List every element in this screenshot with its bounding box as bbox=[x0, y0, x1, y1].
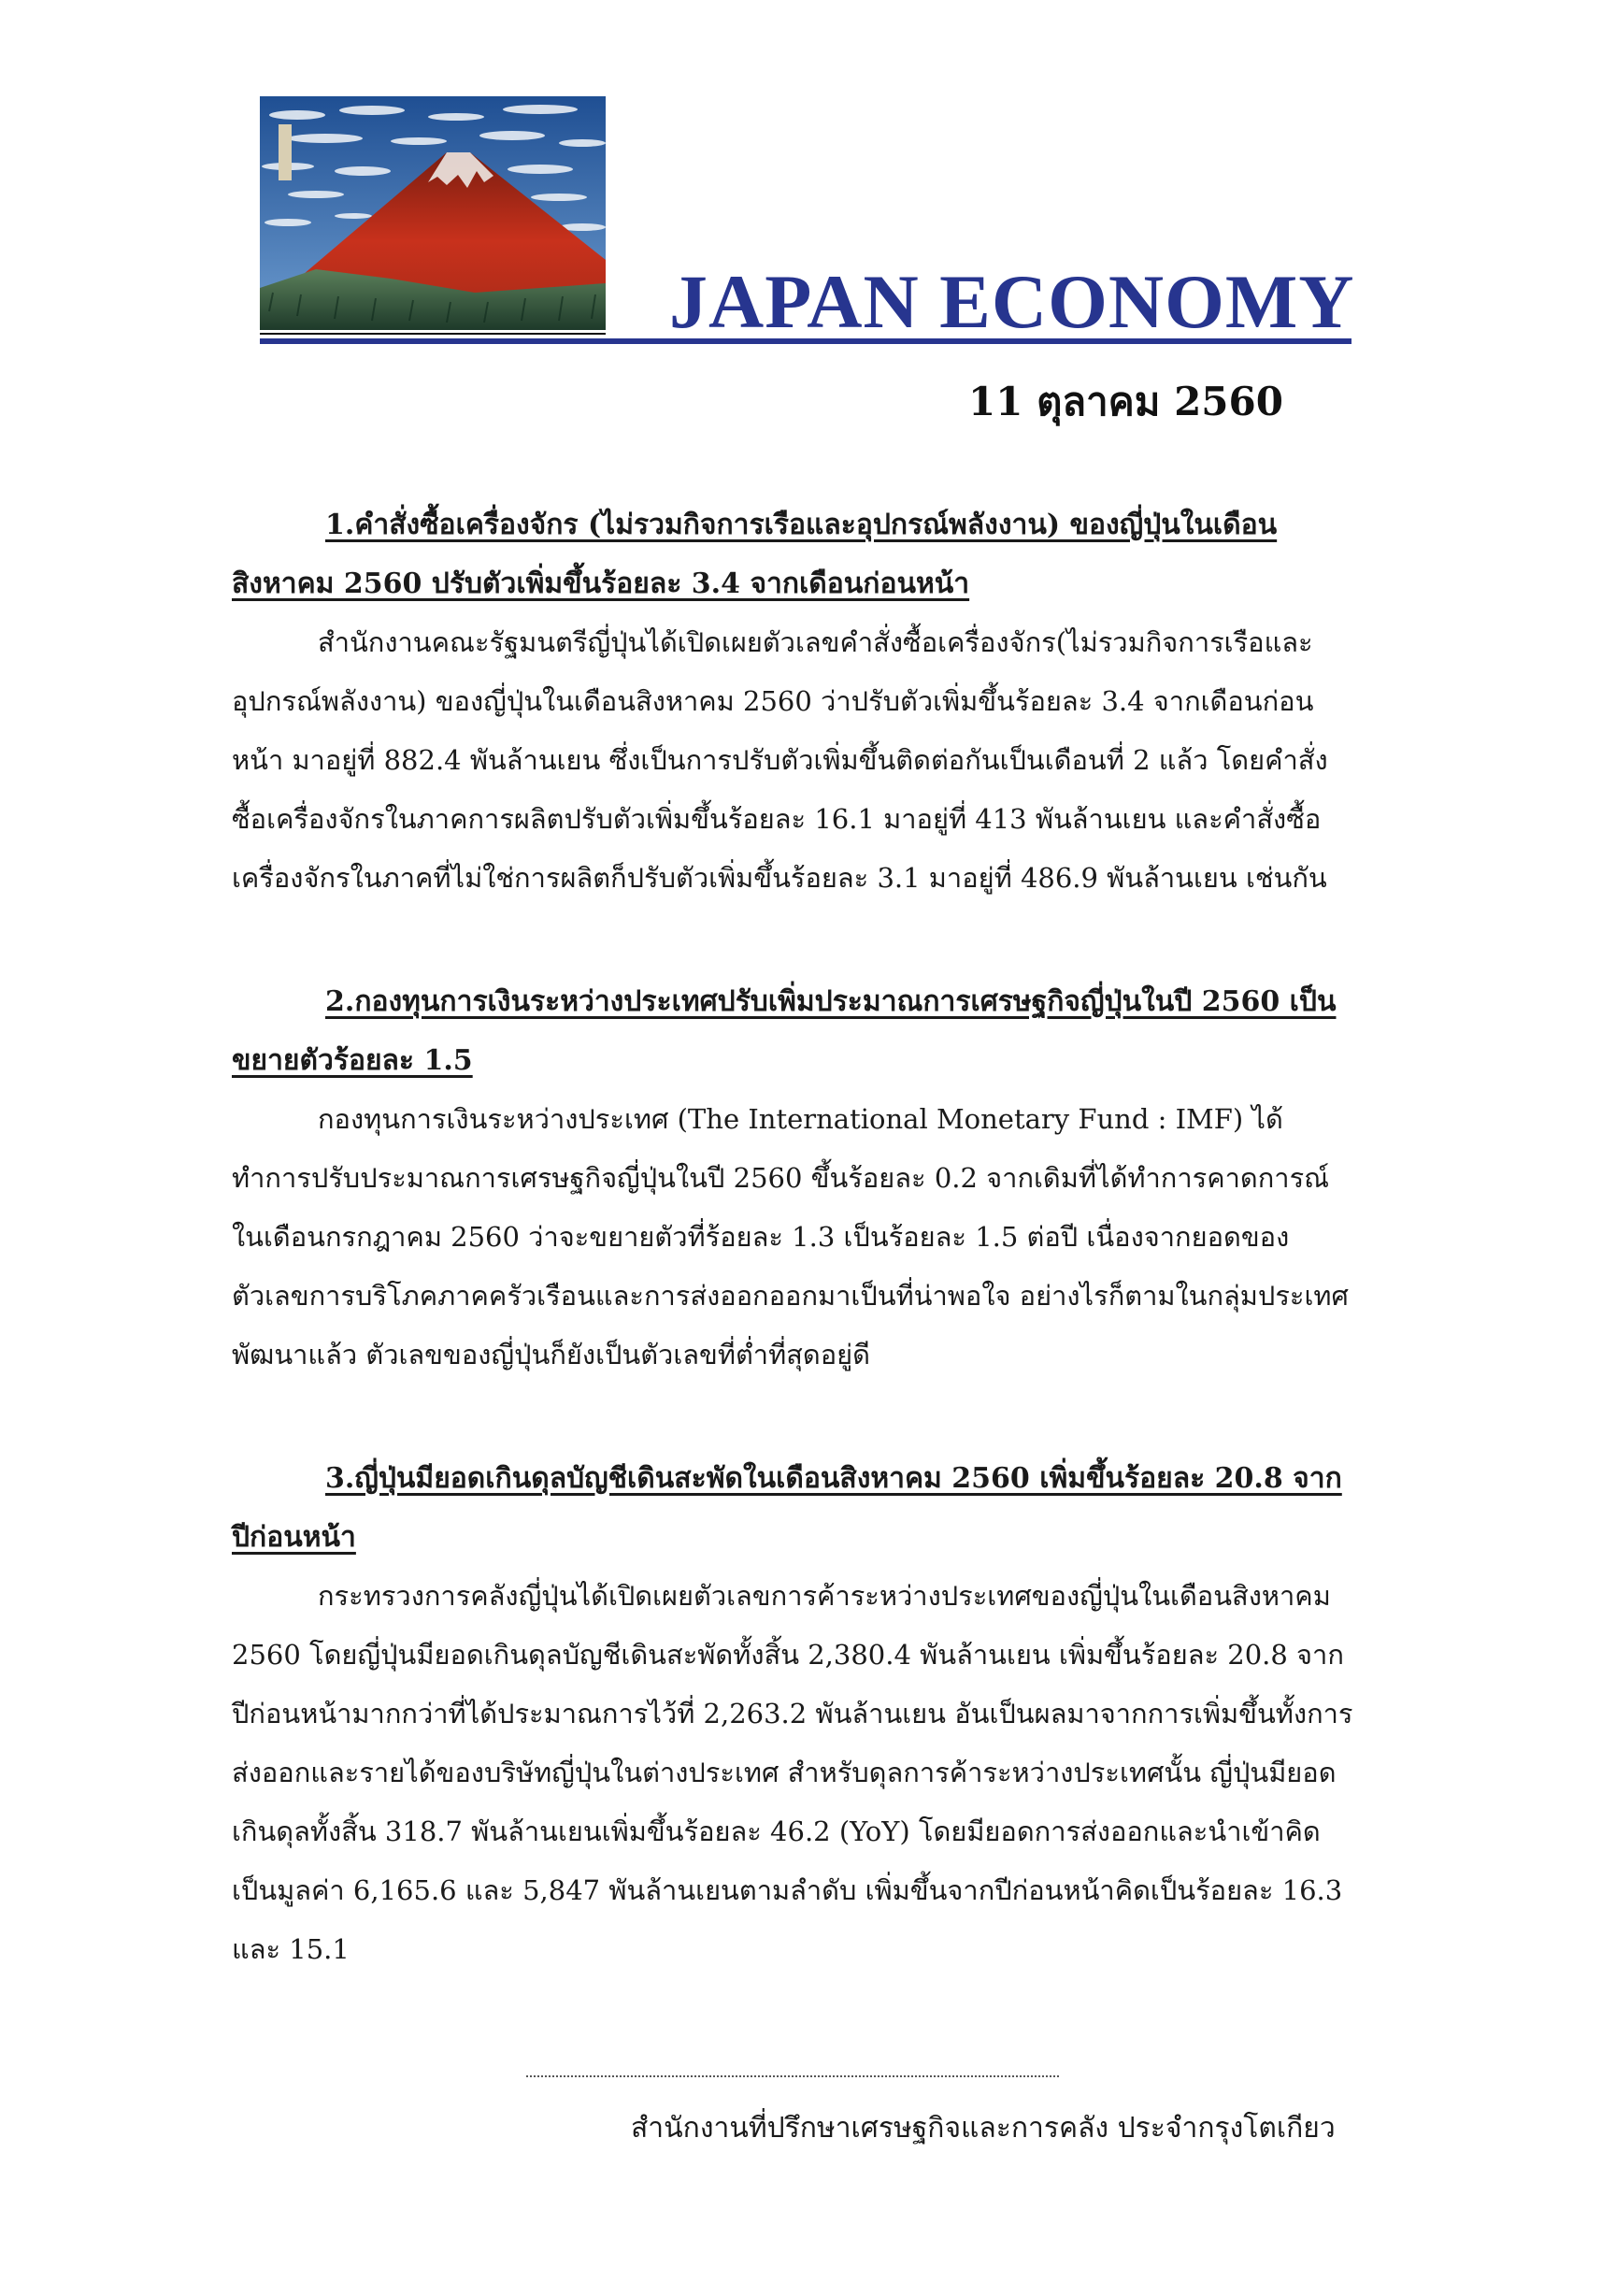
section-heading: 2.กองทุนการเงินระหว่างประเทศปรับเพิ่มประมาณการเศรษฐกิจญี่ปุ่นในปี 2560 เป็นขยายตัวร้อยละ 1.5 bbox=[232, 985, 1337, 1077]
section-body: กองทุนการเงินระหว่างประเทศ (The International Monetary Fund : IMF) ได้ทำการปรับประมาณการเศรษฐกิจญี่ปุ่นในปี 2560 ขึ้นร้อยละ 0.2 จากเดิมที่ได้ทำการคาดการณ์ในเดือนกรกฎาคม 2560 ว่าจะขยายตัวที่ร้อยละ 1.3 เป็นร้อยละ 1.5 ต่อปี เนื่องจากยอดของตัวเลขการบริโภคภาคครัวเรือนและการส่งออกออกมาเป็นที่น่าพอใจ อย่างไรก็ตามในกลุ่มประเทศพัฒนาแล้ว ตัวเลขของญี่ปุ่นก็ยังเป็นตัวเลขที่ต่ำที่สุดอยู่ดี bbox=[232, 1103, 1349, 1370]
journal-title: JAPAN ECONOMY bbox=[669, 259, 1355, 344]
issue-date: 11 ตุลาคม 2560 bbox=[968, 379, 1283, 424]
section-body: สำนักงานคณะรัฐมนตรีญี่ปุ่นได้เปิดเผยตัวเลขคำสั่งซื้อเครื่องจักร(ไม่รวมกิจการเรือและอุปกรณ์พลังงาน) ของญี่ปุ่นในเดือนสิงหาคม 2560 ว่าปรับตัวเพิ่มขึ้นร้อยละ 3.4 จากเดือนก่อนหน้า มาอยู่ที่ 882.4 พันล้านเยน ซึ่งเป็นการปรับตัวเพิ่มขึ้นติดต่อกันเป็นเดือนที่ 2 แล้ว โดยคำสั่งซื้อเครื่องจักรในภาคการผลิตปรับตัวเพิ่มขึ้นร้อยละ 16.1 มาอยู่ที่ 413 พันล้านเยน และคำสั่งซื้อเครื่องจักรในภาคที่ไม่ใช่การผลิตก็ปรับตัวเพิ่มขึ้นร้อยละ 3.1 มาอยู่ที่ 486.9 พันล้านเยน เช่นกัน bbox=[232, 626, 1328, 894]
section-body: กระทรวงการคลังญี่ปุ่นได้เปิดเผยตัวเลขการค้าระหว่างประเทศของญี่ปุ่นในเดือนสิงหาคม 2560 โดยญี่ปุ่นมียอดเกินดุลบัญชีเดินสะพัดทั้งสิ้น 2,380.4 พันล้านเยน เพิ่มขึ้นร้อยละ 20.8 จากปีก่อนหน้ามากกว่าที่ได้ประมาณการไว้ที่ 2,263.2 พันล้านเยน อันเป็นผลมาจากการเพิ่มขึ้นทั้งการส่งออกและรายได้ของบริษัทญี่ปุ่นในต่างประเทศ สำหรับดุลการค้าระหว่างประเทศนั้น ญี่ปุ่นมียอดเกินดุลทั้งสิ้น 318.7 พันล้านเยนเพิ่มขึ้นร้อยละ 46.2 (YoY) โดยมียอดการส่งออกและนำเข้าคิดเป็นมูลค่า 6,165.6 และ 5,847 พันล้านเยนตามลำดับ เพิ่มขึ้นจากปีก่อนหน้าคิดเป็นร้อยละ 16.3 และ 15.1 bbox=[232, 1580, 1353, 1965]
news-section-2 bbox=[232, 972, 1353, 1385]
red-fuji-print-icon bbox=[260, 96, 606, 330]
section-heading: 3.ญี่ปุ่นมียอดเกินดุลบัญชีเดินสะพัดในเดือนสิงหาคม 2560 เพิ่มขึ้นร้อยละ 20.8 จากปีก่อนหน้า bbox=[232, 1462, 1342, 1554]
header-underline-thin bbox=[260, 333, 606, 335]
news-section-3 bbox=[232, 1449, 1353, 1979]
news-section-1 bbox=[232, 495, 1353, 908]
signature-dotted-line bbox=[526, 2075, 1059, 2077]
header-rule bbox=[260, 338, 1351, 344]
office-signature: สำนักงานที่ปรึกษาเศรษฐกิจและการคลัง ประจำกรุงโตเกียว bbox=[631, 2112, 1336, 2145]
section-heading: 1.คำสั่งซื้อเครื่องจักร (ไม่รวมกิจการเรือและอุปกรณ์พลังงาน) ของญี่ปุ่นในเดือนสิงหาคม 2560 ปรับตัวเพิ่มขึ้นร้อยละ 3.4 จากเดือนก่อนหน้า bbox=[232, 509, 1278, 600]
